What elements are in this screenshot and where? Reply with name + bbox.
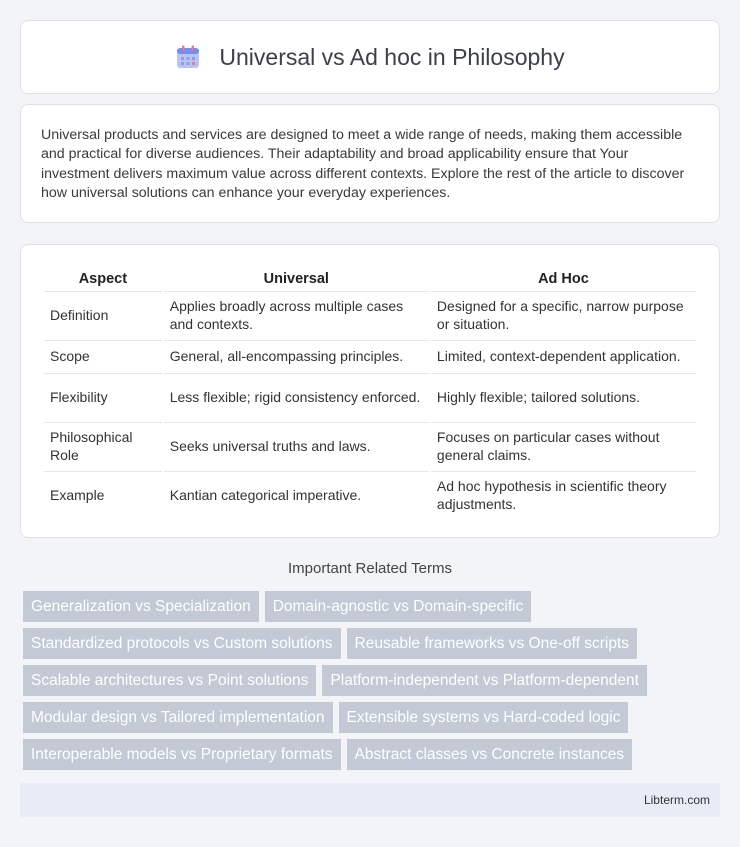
table-row — [44, 340, 696, 371]
header-card — [20, 20, 720, 94]
comparison-table — [42, 265, 698, 520]
cell-universal: Applies broadly across multiple cases and contexts. — [164, 291, 429, 338]
table-row — [44, 422, 696, 469]
table-row — [44, 471, 696, 518]
table-row — [44, 291, 696, 338]
related-terms-list — [23, 591, 723, 776]
footer-brand-link[interactable]: Libterm.com — [643, 793, 710, 807]
cell-aspect: Philosophical Role — [44, 422, 162, 469]
intro-card — [20, 104, 720, 223]
related-terms-title: Important Related Terms — [288, 560, 452, 577]
cell-aspect: Flexibility — [44, 373, 162, 420]
tag-row — [23, 739, 723, 770]
calendar-icon — [175, 44, 201, 70]
related-term-tag[interactable]: Domain-agnostic vs Domain-specific — [265, 591, 532, 622]
related-term-tag[interactable]: Interoperable models vs Proprietary formats — [23, 739, 341, 770]
cell-adhoc: Focuses on particular cases without general claims. — [431, 422, 696, 469]
related-term-tag[interactable]: Platform-independent vs Platform-dependent — [322, 665, 646, 696]
cell-adhoc: Highly flexible; tailored solutions. — [431, 373, 696, 420]
tag-row — [23, 628, 723, 659]
table-row — [44, 373, 696, 420]
related-term-tag[interactable]: Extensible systems vs Hard-coded logic — [339, 702, 629, 733]
tag-row — [23, 665, 723, 696]
column-header-aspect: Aspect — [78, 271, 128, 287]
cell-adhoc: Limited, context-dependent application. — [431, 340, 696, 371]
comparison-table-card — [20, 244, 720, 538]
related-term-tag[interactable]: Abstract classes vs Concrete instances — [347, 739, 633, 770]
cell-universal: Seeks universal truths and laws. — [164, 422, 429, 469]
tag-row — [23, 591, 723, 622]
intro-text: Universal products and services are designed to meet a wide range of needs, making them accessible and practical for diverse audiences. Their adaptability and broad applicability ensure that Your investment delivers maximum value across different contexts. Explore the rest of the article to discover how universal solutions can enhance your everyday experiences. — [41, 127, 685, 201]
column-header-adhoc: Ad Hoc — [538, 271, 589, 287]
related-term-tag[interactable]: Generalization vs Specialization — [23, 591, 259, 622]
cell-adhoc: Ad hoc hypothesis in scientific theory adjustments. — [431, 471, 696, 518]
footer — [20, 783, 720, 817]
related-term-tag[interactable]: Standardized protocols vs Custom solutions — [23, 628, 341, 659]
cell-universal: Less flexible; rigid consistency enforced. — [164, 373, 429, 420]
cell-universal: Kantian categorical imperative. — [164, 471, 429, 518]
cell-aspect: Example — [44, 471, 162, 518]
related-term-tag[interactable]: Reusable frameworks vs One-off scripts — [347, 628, 638, 659]
related-term-tag[interactable]: Scalable architectures vs Point solutions — [23, 665, 316, 696]
related-term-tag[interactable]: Modular design vs Tailored implementation — [23, 702, 333, 733]
tag-row — [23, 702, 723, 733]
page-title: Universal vs Ad hoc in Philosophy — [219, 43, 565, 70]
cell-adhoc: Designed for a specific, narrow purpose or situation. — [431, 291, 696, 338]
column-header-universal: Universal — [263, 271, 329, 287]
cell-universal: General, all-encompassing principles. — [164, 340, 429, 371]
cell-aspect: Scope — [44, 340, 162, 371]
cell-aspect: Definition — [44, 291, 162, 338]
